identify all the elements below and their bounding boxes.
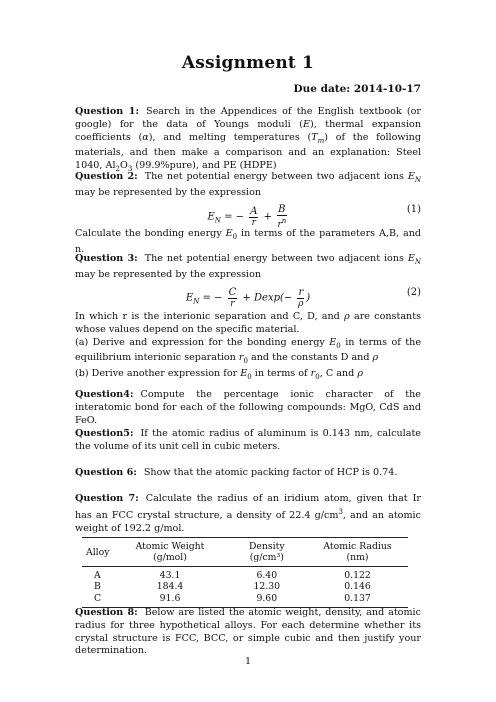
question-label: Question 8: bbox=[75, 607, 138, 618]
equation-1 bbox=[75, 198, 421, 230]
question-text: If the atomic radius of aluminum is 0.143 nm, calculate the volume of its unit cell in cubic meters. bbox=[75, 428, 421, 452]
table-cell: 0.146 bbox=[344, 581, 371, 593]
table-cell: 91.6 bbox=[159, 592, 181, 604]
table-header-cell: Atomic Radius (nm) bbox=[307, 538, 408, 567]
equation-number: (1) bbox=[406, 204, 421, 215]
table-header-cell: Alloy bbox=[82, 538, 114, 567]
table-header-cell: Atomic Weight (g/mol) bbox=[114, 538, 227, 567]
question-label: Question 7: bbox=[75, 493, 139, 504]
due-date: Due date: 2014-10-17 bbox=[293, 83, 421, 95]
table-cell: 6.40 bbox=[256, 570, 278, 581]
question-label: Question 6: bbox=[75, 467, 137, 478]
question-text: In which r is the interionic separation and C, D, and ρ are constants whose values depend on the specific material. (a) Derive and expression for the bonding energy $E_0$ in terms of the equilibrium interionic separation $r_0$ and the constants D and ρ (b) Derive another expression for $E_0$ in terms of $r_0$, C and ρ bbox=[75, 311, 421, 381]
table-cell: 9.60 bbox=[256, 592, 278, 604]
table-cell: C bbox=[94, 592, 102, 604]
table-header-cell: Density (g/cm³) bbox=[227, 538, 307, 567]
question-5 bbox=[75, 428, 421, 454]
question-text: Calculate the radius of an iridium atom, given that Ir has an FCC crystal structure, a density of 22.4 $g/cm^3$, and an atomic weight of 192.2 g/mol. bbox=[75, 493, 421, 534]
question-label: Question 3: bbox=[75, 253, 138, 264]
question-label: Question 2: bbox=[75, 171, 138, 182]
question-text: Search in the Appendices of the English textbook (or google) for the data of Youngs moduli (E), thermal expansion coefficients (α), and melting temperatures $(T_m)$ of the following materials, and then make a comparison and an explanation: Steel 1040, $Al_2O_3$ (99.9%pure), and PE (HDPE) bbox=[75, 106, 422, 173]
equation-body: $E_N$ = − $\frac{A}{r}$ + $\frac{B}{r^n}$ bbox=[207, 204, 287, 230]
question-label: Question4: bbox=[75, 389, 134, 400]
question-label: Question 1: bbox=[75, 106, 140, 117]
question-2 bbox=[75, 171, 421, 200]
question-label: Question5: bbox=[75, 428, 134, 439]
page-number: 1 bbox=[244, 656, 252, 667]
equation-2 bbox=[75, 281, 421, 307]
table-cell: A bbox=[94, 570, 101, 581]
table-row bbox=[82, 593, 408, 608]
question-3-followup bbox=[75, 311, 421, 384]
table-cell: 0.122 bbox=[344, 570, 371, 581]
page-title: Assignment 1 bbox=[181, 53, 315, 73]
table-cell: B bbox=[94, 581, 101, 593]
question-text: Compute the percentage ionic character of the interatomic bond for each of the following compounds: MgO, CdS and FeO. bbox=[75, 389, 421, 426]
question-7 bbox=[75, 493, 421, 536]
question-3 bbox=[75, 253, 421, 282]
table-row bbox=[82, 581, 408, 592]
question-6 bbox=[75, 467, 421, 480]
equation-body: $E_N$ = − $\frac{C}{r}$ + Dexp(− $\frac{r}{\rho}$ ) bbox=[185, 287, 311, 309]
table-cell: 12.30 bbox=[253, 581, 281, 593]
table-cell: 184.4 bbox=[156, 581, 184, 593]
table-cell: 43.1 bbox=[159, 570, 181, 581]
alloy-table bbox=[82, 537, 408, 608]
question-1 bbox=[75, 106, 421, 176]
table-cell: 0.137 bbox=[344, 592, 371, 604]
question-text: Calculate the bonding energy $E_0$ in terms of the parameters A,B, and n. bbox=[75, 228, 422, 255]
question-text: The net potential energy between two adjacent ions $E_N$ may be represented by the expression bbox=[75, 253, 421, 280]
table-row bbox=[82, 567, 408, 582]
equation-number: (2) bbox=[406, 287, 421, 298]
question-4 bbox=[75, 389, 421, 427]
question-8 bbox=[75, 607, 421, 658]
question-text: The net potential energy between two adjacent ions $E_N$ may be represented by the expression bbox=[75, 171, 421, 198]
question-text: Below are listed the atomic weight, density, and atomic radius for three hypothetical alloys. For each determine whether its crystal structure is FCC, BCC, or simple cubic and then justify your determination. bbox=[75, 607, 421, 657]
table-header-row bbox=[82, 538, 408, 567]
question-text: Show that the atomic packing factor of HCP is 0.74. bbox=[143, 467, 398, 478]
